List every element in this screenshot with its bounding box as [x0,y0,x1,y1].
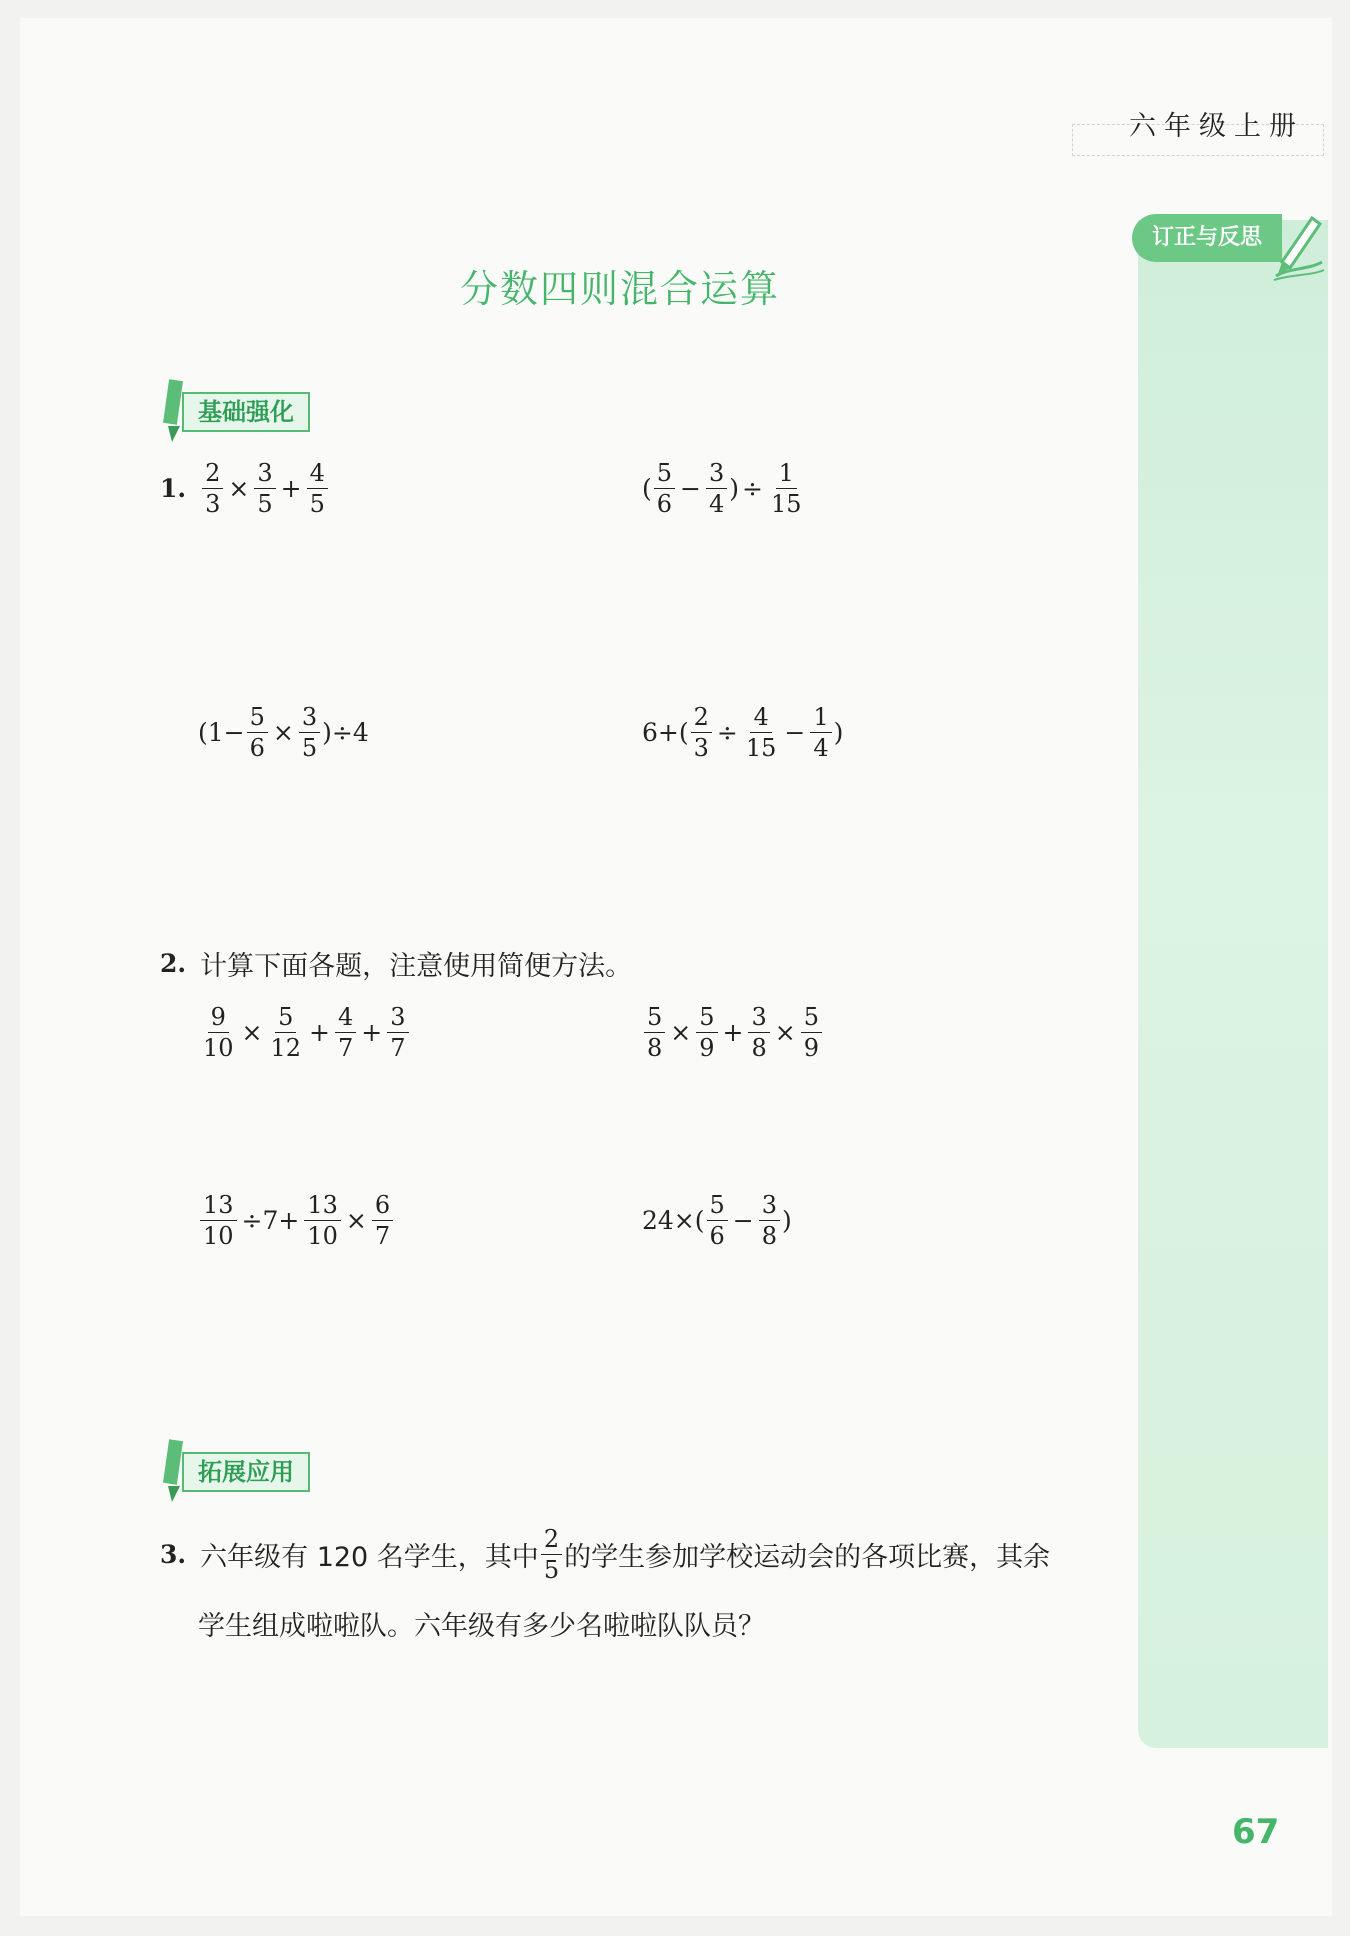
fraction: $\frac{4}{5}$ [307,460,328,518]
question-text: 计算下面各题，注意使用简便方法。 [200,951,633,982]
sidebar-tab-label: 订正与反思 [1132,214,1282,262]
question-text: 学生组成啦啦队。六年级有多少名啦啦队队员？ [198,1611,765,1642]
fraction: $\frac{3}{4}$ [706,460,727,518]
fraction: $\frac{2}{3}$ [202,460,223,518]
q1-expr-4: 6+( $\frac{2}{3}$ ÷ $\frac{4}{15}$ − $\frac{1}{4}$ ) [642,703,844,763]
q2-instruction [160,944,632,983]
page-title: 分数四则混合运算 [459,267,780,311]
fraction: $\frac{1}{4}$ [810,704,831,762]
fraction: $\frac{4}{15}$ [745,703,777,763]
question-text: 的学生参加学校运动会的各项比赛，其余 [564,1542,1051,1574]
question-text: 六年级有 120 名学生，其中 [200,1542,539,1574]
question-number: 3. [160,1540,187,1570]
page-number: 67 [1232,1812,1280,1852]
q2-expr-2: $\frac{5}{8}$ × $\frac{5}{9}$ + $\frac{3}{8}$ × $\frac{5}{9}$ [642,1004,824,1062]
q1-expr-3: (1− $\frac{5}{6}$ × $\frac{3}{5}$ )÷4 [198,703,369,763]
correction-sidebar [1138,220,1328,1748]
question-number: 2. [160,949,187,978]
section-label: 拓展应用 [182,1452,310,1492]
pencil-icon [1268,210,1326,282]
q1-expr-2: ( $\frac{5}{6}$ − $\frac{3}{4}$ ) ÷ $\frac{1}{15}$ [642,460,807,518]
q2-expr-4: 24×( $\frac{5}{6}$ − $\frac{3}{8}$ ) [642,1191,792,1251]
fraction: $\frac{5}{6}$ [707,1192,728,1250]
fraction: $\frac{3}{8}$ [759,1192,780,1250]
fraction: $\frac{2}{3}$ [691,704,712,762]
fraction: $\frac{1}{15}$ [771,459,802,519]
fraction: $\frac{3}{8}$ [748,1004,769,1062]
fraction: $\frac{5}{8}$ [644,1004,665,1062]
grade-label: 六年级上册 [1129,111,1304,142]
fraction: $\frac{5}{6}$ [654,460,675,518]
fraction: $\frac{2}{5}$ [541,1526,562,1584]
q2-expr-3: $\frac{13}{10}$ ÷7+ $\frac{13}{10}$ × $\frac{6}{7}$ [198,1192,395,1250]
fraction: $\frac{3}{5}$ [299,704,320,762]
section-label: 基础强化 [182,392,310,432]
q3-line-1 [160,1526,1050,1584]
fraction: $\frac{6}{7}$ [372,1192,393,1250]
fraction: $\frac{13}{10}$ [200,1192,237,1250]
fraction: $\frac{13}{10}$ [304,1192,341,1250]
fraction: $\frac{4}{7}$ [335,1004,356,1062]
q3-line-2 [198,1604,765,1643]
question-number: 1. [160,474,187,504]
fraction: $\frac{5}{12}$ [270,1003,302,1063]
fraction: $\frac{3}{5}$ [254,460,275,518]
q2-expr-1: $\frac{9}{10}$ × $\frac{5}{12}$ + $\frac{4}{7}$ + $\frac{3}{7}$ [198,1004,411,1062]
fraction: $\frac{5}{9}$ [801,1004,822,1062]
fraction: $\frac{3}{7}$ [387,1004,408,1062]
fraction: $\frac{5}{9}$ [696,1004,717,1062]
fraction: $\frac{5}{6}$ [247,704,268,762]
q1-expr-1: 1. $\frac{2}{3}$ × $\frac{3}{5}$ + $\frac{4}{5}$ [160,460,330,518]
fraction: $\frac{9}{10}$ [203,1003,234,1063]
